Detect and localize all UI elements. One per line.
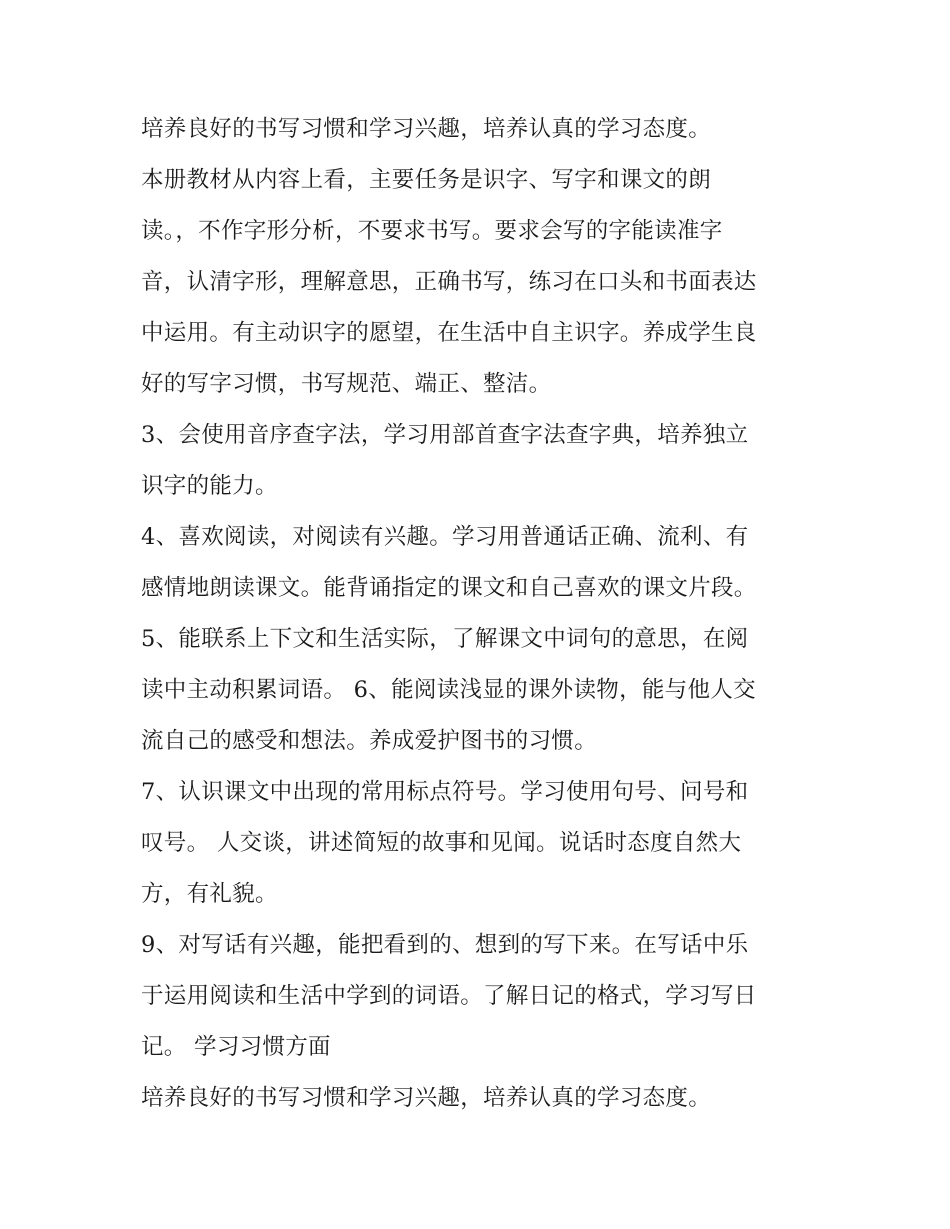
text-line: 感情地朗读课文。能背诵指定的课文和自己喜欢的课文片段。	[141, 575, 757, 601]
text-line: 读中主动积累词语。 6、能阅读浅显的课外读物，能与他人交	[141, 677, 756, 703]
text-line: 培养良好的书写习惯和学习兴趣，培养认真的学习态度。	[141, 116, 712, 142]
text-line: 9、对写话有兴趣，能把看到的、想到的写下来。在写话中乐	[141, 932, 749, 958]
text-line: 读。，不作字形分析，不要求书写。要求会写的字能读准字	[141, 218, 723, 244]
text-line: 叹号。 人交谈，讲述简短的故事和见闻。说话时态度自然大	[141, 830, 742, 856]
text-line: 7、认识课文中出现的常用标点符号。学习使用句号、问号和	[141, 779, 749, 805]
text-line: 5、能联系上下文和生活实际，了解课文中词句的意思，在阅	[141, 626, 749, 652]
text-line: 本册教材从内容上看，主要任务是识字、写字和课文的朗	[141, 167, 712, 193]
text-line: 4、喜欢阅读，对阅读有兴趣。学习用普通话正确、流利、有	[141, 524, 749, 550]
text-line: 识字的能力。	[141, 473, 278, 499]
text-line: 中运用。有主动识字的愿望，在生活中自主识字。养成学生良	[141, 320, 757, 346]
text-line: 于运用阅读和生活中学到的词语。了解日记的格式，学习写日	[141, 983, 757, 1009]
text-line: 记。 学习习惯方面	[141, 1034, 331, 1060]
text-line: 培养良好的书写习惯和学习兴趣，培养认真的学习态度。	[141, 1085, 712, 1111]
text-line: 好的写字习惯，书写规范、端正、整洁。	[141, 371, 552, 397]
text-line: 音，认清字形，理解意思，正确书写，练习在口头和书面表达	[141, 269, 757, 295]
text-line: 3、会使用音序查字法，学习用部首查字法查字典，培养独立	[141, 422, 749, 448]
text-line: 方，有礼貌。	[141, 881, 278, 907]
text-line: 流自己的感受和想法。养成爱护图书的习惯。	[141, 728, 598, 754]
